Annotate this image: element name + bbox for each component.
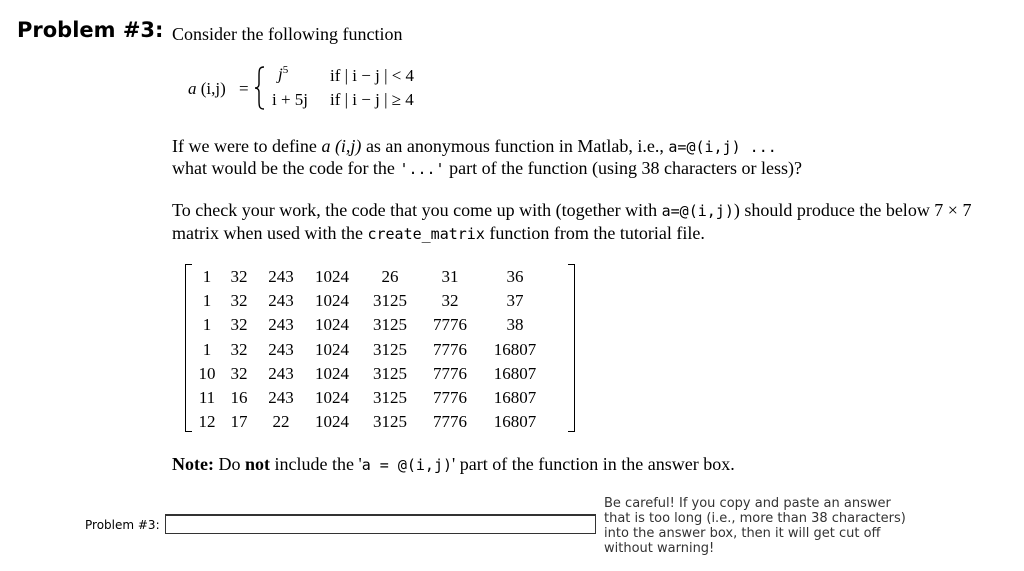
matrix-left-bracket bbox=[185, 264, 192, 432]
matrix-row bbox=[195, 386, 549, 410]
question-code: '...' bbox=[399, 160, 445, 178]
matrix-cell: 7776 bbox=[433, 388, 467, 408]
case1-condition: if | i − j | < 4 bbox=[330, 66, 415, 85]
warning-line: that is too long (i.e., more than 38 characters) bbox=[604, 511, 906, 526]
matrix-row bbox=[195, 265, 549, 289]
matrix-cell: 16807 bbox=[493, 388, 537, 408]
check-line-2 bbox=[172, 223, 705, 244]
matrix-cell: 1024 bbox=[315, 339, 349, 359]
formula-fn-args: (i,j) bbox=[196, 79, 226, 98]
matrix-cell: 32 bbox=[230, 363, 248, 383]
matrix-cell: 243 bbox=[268, 267, 294, 287]
matrix-right-bracket bbox=[568, 264, 575, 432]
formula-fn-name: a bbox=[188, 79, 197, 98]
matrix-cell: 1 bbox=[202, 267, 212, 287]
check-text: To check your work, the code that you come up with (together with bbox=[172, 200, 662, 220]
warning-line: Be careful! If you copy and paste an answer bbox=[604, 496, 891, 511]
result-matrix bbox=[185, 264, 575, 434]
answer-input[interactable] bbox=[165, 514, 596, 534]
note-text: Do bbox=[213, 454, 245, 474]
matrix-cell: 36 bbox=[506, 267, 524, 287]
matrix-cell: 32 bbox=[230, 315, 248, 335]
matrix-table bbox=[195, 265, 549, 434]
check-code: create_matrix bbox=[367, 225, 485, 243]
matrix-cell: 32 bbox=[230, 291, 248, 311]
matrix-cell: 243 bbox=[268, 363, 294, 383]
answer-label: Problem #3: bbox=[85, 518, 160, 532]
question-line-1 bbox=[172, 136, 777, 157]
check-text: matrix when used with the bbox=[172, 223, 368, 243]
question-text: If we were to define bbox=[172, 136, 322, 156]
formula-equals: = bbox=[239, 79, 249, 98]
matrix-cell: 17 bbox=[230, 412, 248, 432]
matrix-cell: 243 bbox=[268, 315, 294, 335]
matrix-cell: 243 bbox=[268, 388, 294, 408]
matrix-cell: 16 bbox=[230, 388, 248, 408]
question-text: what would be the code for the bbox=[172, 158, 400, 178]
matrix-cell: 32 bbox=[230, 267, 248, 287]
matrix-cell: 38 bbox=[506, 315, 524, 335]
case1-base: j bbox=[278, 64, 283, 84]
matrix-row bbox=[195, 313, 549, 337]
note-label: Note: bbox=[172, 454, 214, 474]
matrix-cell: 7776 bbox=[433, 412, 467, 432]
problem-heading: Problem #3: bbox=[17, 18, 164, 42]
matrix-cell: 3125 bbox=[373, 363, 407, 383]
matrix-cell: 31 bbox=[441, 267, 459, 287]
question-text: part of the function (using 38 characters or less)? bbox=[444, 158, 802, 178]
matrix-cell: 243 bbox=[268, 291, 294, 311]
question-line-2 bbox=[172, 158, 802, 179]
check-line-1 bbox=[172, 200, 971, 221]
intro-text: Consider the following function bbox=[172, 24, 403, 44]
matrix-cell: 3125 bbox=[373, 291, 407, 311]
length-warning bbox=[604, 496, 934, 556]
piecewise-formula bbox=[188, 62, 448, 114]
matrix-cell: 32 bbox=[230, 339, 248, 359]
note-text: include the ' bbox=[270, 454, 362, 474]
check-text: function from the tutorial file. bbox=[484, 223, 705, 243]
matrix-cell: 7776 bbox=[433, 339, 467, 359]
matrix-row bbox=[195, 362, 549, 386]
matrix-cell: 1024 bbox=[315, 412, 349, 432]
matrix-cell: 37 bbox=[506, 291, 524, 311]
matrix-cell: 16807 bbox=[493, 339, 537, 359]
matrix-cell: 26 bbox=[381, 267, 399, 287]
check-code: a=@(i,j) bbox=[661, 202, 734, 220]
matrix-cell: 1024 bbox=[315, 363, 349, 383]
matrix-row bbox=[195, 289, 549, 313]
warning-line: into the answer box, then it will get cut off bbox=[604, 526, 881, 541]
note-emphasis: not bbox=[244, 454, 270, 474]
question-variable: a (i,j) bbox=[321, 136, 362, 156]
matrix-cell: 1 bbox=[202, 339, 212, 359]
matrix-cell: 1024 bbox=[315, 267, 349, 287]
case1-expression bbox=[278, 64, 288, 85]
case2-condition: if | i − j | ≥ 4 bbox=[330, 90, 414, 109]
matrix-cell: 3125 bbox=[373, 315, 407, 335]
matrix-cell: 16807 bbox=[493, 412, 537, 432]
matrix-cell: 1 bbox=[202, 315, 212, 335]
case1-exponent: 5 bbox=[282, 64, 289, 76]
matrix-cell: 3125 bbox=[373, 388, 407, 408]
matrix-cell: 1024 bbox=[315, 388, 349, 408]
matrix-cell: 243 bbox=[268, 339, 294, 359]
matrix-row bbox=[195, 338, 549, 362]
matrix-cell: 7776 bbox=[433, 363, 467, 383]
curly-brace-icon bbox=[254, 66, 266, 110]
matrix-cell: 1024 bbox=[315, 291, 349, 311]
matrix-cell: 12 bbox=[198, 412, 216, 432]
matrix-cell: 1024 bbox=[315, 315, 349, 335]
matrix-cell: 10 bbox=[198, 363, 216, 383]
note-text: ' part of the function in the answer box. bbox=[452, 454, 735, 474]
question-code: a=@(i,j) ... bbox=[668, 138, 777, 156]
note-code: a = @(i,j) bbox=[361, 456, 453, 474]
matrix-cell: 11 bbox=[198, 388, 216, 408]
matrix-cell: 16807 bbox=[493, 363, 537, 383]
matrix-cell: 3125 bbox=[373, 339, 407, 359]
warning-line: without warning! bbox=[604, 541, 715, 556]
matrix-row bbox=[195, 410, 549, 434]
case2-expression: i + 5j bbox=[272, 90, 309, 109]
matrix-cell: 1 bbox=[202, 291, 212, 311]
check-text: ) should produce the below 7 × 7 bbox=[733, 200, 972, 220]
question-text: as an anonymous function in Matlab, i.e., bbox=[361, 136, 669, 156]
matrix-cell: 32 bbox=[441, 291, 459, 311]
note-line bbox=[172, 454, 735, 475]
formula-lhs bbox=[188, 79, 226, 99]
matrix-cell: 3125 bbox=[373, 412, 407, 432]
matrix-cell: 7776 bbox=[433, 315, 467, 335]
matrix-cell: 22 bbox=[272, 412, 290, 432]
